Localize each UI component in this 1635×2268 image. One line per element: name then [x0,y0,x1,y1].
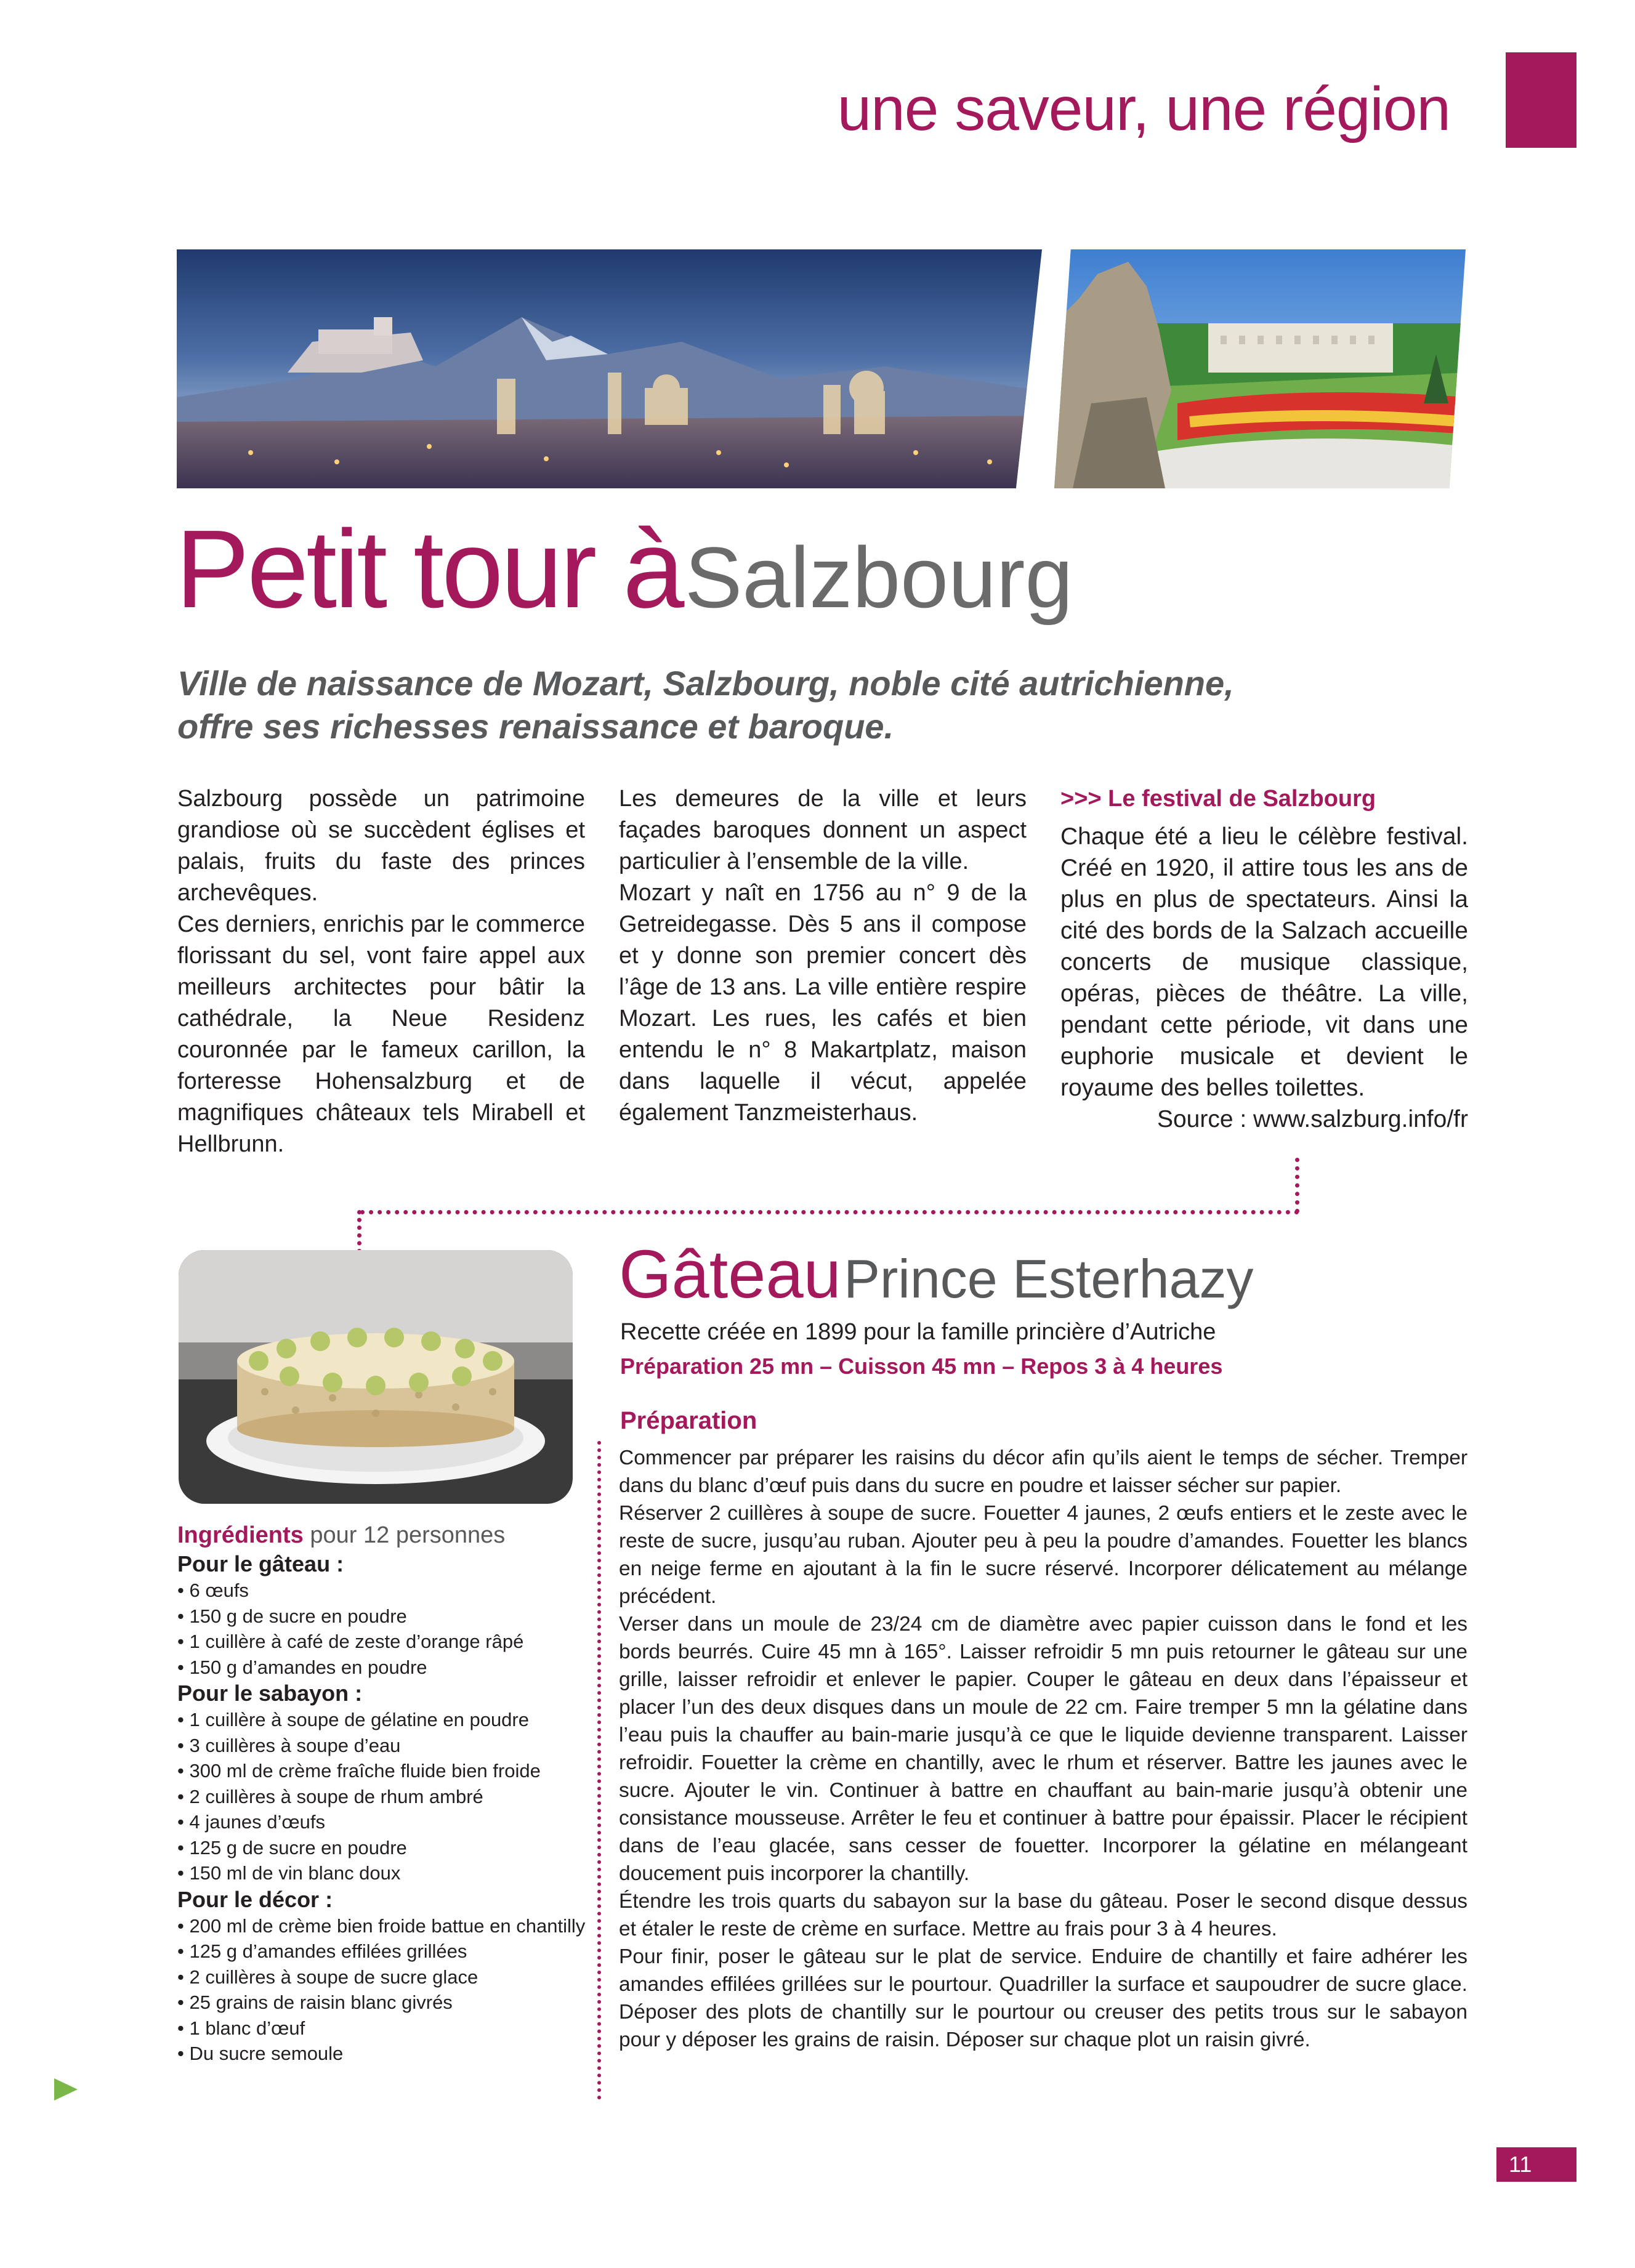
ingredient-item: • 25 grains de raisin blanc givrés [177,1990,596,2016]
recipe-title-rest: Prince Esterhazy [844,1248,1254,1309]
article-title-main: Petit tour à [176,507,682,631]
paragraph: Salzbourg possède un patrimoine grandiose où se succèdent églises et palais, fruits du faste des princes archevêques. [177,786,585,906]
recipe-title [619,1237,1254,1312]
servings-label: pour 12 personnes [310,1522,506,1548]
recipe-subtitle: Recette créée en 1899 pour la famille princière d’Autriche [620,1319,1216,1345]
ingredient-item: • 2 cuillères à soupe de rhum ambré [177,1784,596,1810]
paragraph: Les demeures de la ville et leurs façades baroques donnent un aspect particulier à l’ensemble de la ville. [619,786,1027,874]
festival-title: >>> Le festival de Salzbourg [1060,786,1376,812]
preparation-step: Étendre les trois quarts du sabayon sur la base du gâteau. Poser le second disque dessus et étaler le reste de crème en surface. Mettre au frais pour 3 à 4 heures. [619,1890,1467,1940]
dotted-divider [357,1210,361,1253]
section-header-title: une saveur, une région [837,75,1450,143]
recipe-title-main: Gâteau [619,1237,841,1312]
ingredients-heading [177,1521,596,1549]
festival-box [1060,783,1468,1135]
ingredient-group-title: Pour le sabayon : [177,1681,363,1706]
ingredient-item: • 4 jaunes d’œufs [177,1809,596,1835]
ingredient-item: • 1 cuillère à soupe de gélatine en poudre [177,1707,596,1733]
ingredients-label: Ingrédients [177,1522,304,1548]
ingredient-item: • 150 g de sucre en poudre [177,1604,596,1629]
festival-text: Chaque été a lieu le célèbre festival. Créé en 1920, il attire tous les ans de plus en plus de spectateurs. Ainsi la cité des bords de la Salzach accueille concerts de musique classique, opéras, pièces de théâtre. La ville, pendant cette période, vit dans une euphorie musicale et devient le royaume des belles toilettes. [1060,823,1468,1101]
article-title [176,507,1073,631]
article-title-place: Salzbourg [684,529,1073,626]
ingredients-list [177,1521,596,2067]
salzburg-city-photo [177,249,1042,488]
ingredient-item: • 1 cuillère à café de zeste d’orange râpé [177,1629,596,1655]
paragraph: Mozart y naît en 1756 au n° 9 de la Getreidegasse. Dès 5 ans il compose et y donne son premier concert dès l’âge de 13 ans. La ville entière respire Mozart. Les rues, les cafés et bien entendu le n° 8 Makartplatz, maison dans laquelle il vécut, appelée également Tanzmeisterhaus. [619,880,1027,1126]
article-column-1 [177,783,585,1160]
cake-photo [179,1250,573,1504]
preparation-step: Commencer par préparer les raisins du décor afin qu’ils aient le temps de sécher. Tremper dans du blanc d’œuf puis dans du sucre en poudre et laisser sécher sur papier. [619,1447,1467,1497]
ingredient-item: • 300 ml de crème fraîche fluide bien froide [177,1758,596,1784]
ingredient-item: • Du sucre semoule [177,2041,596,2067]
ingredient-item: • 125 g de sucre en poudre [177,1835,596,1861]
ingredient-item: • 2 cuillères à soupe de sucre glace [177,1964,596,1990]
ingredient-item: • 150 g d’amandes en poudre [177,1655,596,1681]
article-column-2 [619,783,1027,1129]
ingredient-item: • 3 cuillères à soupe d’eau [177,1733,596,1759]
ingredient-item: • 125 g d’amandes effilées grillées [177,1939,596,1964]
page-number: 11 [1496,2147,1576,2182]
ingredient-group-title: Pour le gâteau : [177,1551,344,1576]
mirabell-garden-photo [1054,249,1466,488]
preparation-steps [619,1444,1467,2054]
dotted-divider [597,1441,601,2100]
dotted-divider [1295,1158,1299,1213]
ingredient-item: • 6 œufs [177,1578,596,1604]
ingredient-group-title: Pour le décor : [177,1886,333,1912]
recipe-timing: Préparation 25 mn – Cuisson 45 mn – Repos 3 à 4 heures [620,1354,1223,1379]
preparation-step: Pour finir, poser le gâteau sur le plat de service. Enduire de chantilly et faire adhérer les amandes effilées grillées sur le pourtour. Quadriller la surface et saupoudrer de sucre glace. Déposer des plots de chantilly sur le pourtour ou creuser des petits trous sur le sabayon pour y déposer les grains de raisin. Déposer sur chaque plot un raisin givré. [619,1945,1467,2051]
header-accent-block [1506,52,1576,148]
ingredient-item: • 200 ml de crème bien froide battue en chantilly [177,1913,596,1939]
ingredient-item: • 1 blanc d’œuf [177,2016,596,2041]
dotted-divider [360,1210,1299,1214]
preparation-step: Verser dans un moule de 23/24 cm de diamètre avec papier cuisson dans le fond et les bords beurrés. Cuire 45 mn à 165°. Laisser refroidir 5 mn puis retourner le gâteau sur une grille, laisser refroidir et enlever le papier. Couper le gâteau en deux dans l’épaisseur et placer l’un des deux disques dans un moule de 22 cm. Faire tremper 5 mn la gélatine dans l’eau puis la chauffer au bain-marie jusqu’à ce que le liquide devienne transparent. Laisser refroidir. Fouetter la crème en chantilly, avec le rhum et réserver. Battre les jaunes avec le sucre. Ajouter le vin. Continuer à battre en chauffant au bain-marie jusqu’à obtenir une consistance mousseuse. Arrêter le feu et continuer à battre pour épaissir. Placer le récipient dans de l’eau glacée, sans cesser de fouetter. Incorporer la gélatine en mélangeant doucement puis incorporer la chantilly. [619,1613,1467,1885]
paragraph: Ces derniers, enrichis par le commerce florissant du sel, vont faire appel aux meilleurs architectes pour bâtir la cathédrale, la Neue Residenz couronnée par le fameux carillon, la forteresse Hohensalzburg et de magnifiques châteaux tels Mirabell et Hellbrunn. [177,911,585,1157]
ingredient-item: • 150 ml de vin blanc doux [177,1860,596,1886]
preparation-step: Réserver 2 cuillères à soupe de sucre. Fouetter 4 jaunes, 2 œufs entiers et le zeste avec le reste de sucre, jusqu’au ruban. Ajouter peu à peu la poudre d’amandes. Fouetter les blancs en neige ferme en ajoutant à la fin le sucre réservé. Incorporer délicatement au mélange précédent. [619,1502,1467,1608]
article-subtitle: Ville de naissance de Mozart, Salzbourg, noble cité autrichienne, offre ses richesses renaissance et baroque. [177,664,1234,746]
preparation-heading: Préparation [620,1407,757,1434]
page-corner-arrow-icon[interactable] [54,2078,78,2101]
source-credit: Source : www.salzburg.info/fr [1157,1106,1468,1132]
